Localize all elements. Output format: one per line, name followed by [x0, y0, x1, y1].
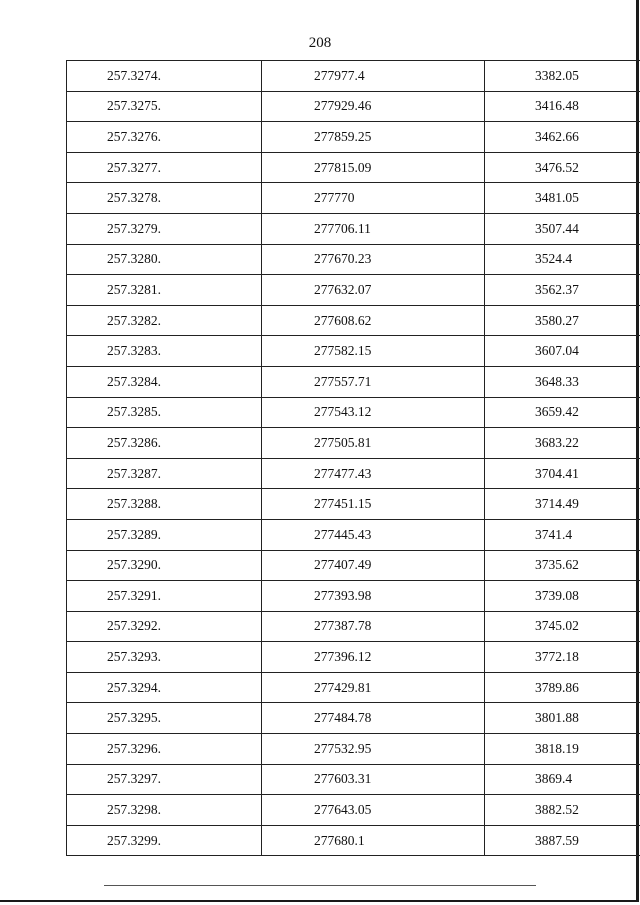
coordinates-table — [66, 60, 640, 856]
y-coordinate-cell: 3735.62 — [485, 550, 640, 581]
table-row — [67, 458, 640, 489]
coordinates-table-container — [66, 60, 579, 856]
table-row — [67, 336, 640, 367]
table-row — [67, 366, 640, 397]
y-coordinate-cell: 3683.22 — [485, 428, 640, 459]
table-row — [67, 489, 640, 520]
point-id-cell: 257.3293. — [67, 642, 262, 673]
y-coordinate-cell: 3714.49 — [485, 489, 640, 520]
point-id-cell: 257.3278. — [67, 183, 262, 214]
x-coordinate-cell: 277632.07 — [262, 275, 485, 306]
table-row — [67, 611, 640, 642]
x-coordinate-cell: 277815.09 — [262, 152, 485, 183]
y-coordinate-cell: 3789.86 — [485, 672, 640, 703]
x-coordinate-cell: 277393.98 — [262, 581, 485, 612]
point-id-cell: 257.3290. — [67, 550, 262, 581]
table-row — [67, 672, 640, 703]
y-coordinate-cell: 3801.88 — [485, 703, 640, 734]
y-coordinate-cell: 3476.52 — [485, 152, 640, 183]
y-coordinate-cell: 3704.41 — [485, 458, 640, 489]
point-id-cell: 257.3289. — [67, 519, 262, 550]
table-row — [67, 61, 640, 92]
y-coordinate-cell: 3481.05 — [485, 183, 640, 214]
y-coordinate-cell: 3507.44 — [485, 213, 640, 244]
y-coordinate-cell: 3887.59 — [485, 825, 640, 856]
x-coordinate-cell: 277557.71 — [262, 366, 485, 397]
x-coordinate-cell: 277770 — [262, 183, 485, 214]
y-coordinate-cell: 3882.52 — [485, 795, 640, 826]
table-row — [67, 642, 640, 673]
table-row — [67, 519, 640, 550]
point-id-cell: 257.3276. — [67, 122, 262, 153]
y-coordinate-cell: 3659.42 — [485, 397, 640, 428]
table-row — [67, 397, 640, 428]
point-id-cell: 257.3288. — [67, 489, 262, 520]
x-coordinate-cell: 277407.49 — [262, 550, 485, 581]
x-coordinate-cell: 277396.12 — [262, 642, 485, 673]
y-coordinate-cell: 3869.4 — [485, 764, 640, 795]
x-coordinate-cell: 277977.4 — [262, 61, 485, 92]
table-row — [67, 795, 640, 826]
x-coordinate-cell: 277532.95 — [262, 734, 485, 765]
x-coordinate-cell: 277603.31 — [262, 764, 485, 795]
point-id-cell: 257.3281. — [67, 275, 262, 306]
y-coordinate-cell: 3772.18 — [485, 642, 640, 673]
table-body — [67, 61, 640, 856]
table-row — [67, 275, 640, 306]
x-coordinate-cell: 277680.1 — [262, 825, 485, 856]
table-row — [67, 703, 640, 734]
x-coordinate-cell: 277608.62 — [262, 305, 485, 336]
x-coordinate-cell: 277859.25 — [262, 122, 485, 153]
table-row — [67, 550, 640, 581]
point-id-cell: 257.3295. — [67, 703, 262, 734]
x-coordinate-cell: 277484.78 — [262, 703, 485, 734]
table-row — [67, 734, 640, 765]
y-coordinate-cell: 3562.37 — [485, 275, 640, 306]
point-id-cell: 257.3274. — [67, 61, 262, 92]
table-row — [67, 581, 640, 612]
table-row — [67, 91, 640, 122]
point-id-cell: 257.3279. — [67, 213, 262, 244]
point-id-cell: 257.3284. — [67, 366, 262, 397]
y-coordinate-cell: 3382.05 — [485, 61, 640, 92]
point-id-cell: 257.3298. — [67, 795, 262, 826]
point-id-cell: 257.3286. — [67, 428, 262, 459]
y-coordinate-cell: 3739.08 — [485, 581, 640, 612]
y-coordinate-cell: 3745.02 — [485, 611, 640, 642]
y-coordinate-cell: 3818.19 — [485, 734, 640, 765]
point-id-cell: 257.3282. — [67, 305, 262, 336]
table-row — [67, 152, 640, 183]
y-coordinate-cell: 3524.4 — [485, 244, 640, 275]
y-coordinate-cell: 3462.66 — [485, 122, 640, 153]
point-id-cell: 257.3280. — [67, 244, 262, 275]
x-coordinate-cell: 277706.11 — [262, 213, 485, 244]
point-id-cell: 257.3292. — [67, 611, 262, 642]
x-coordinate-cell: 277670.23 — [262, 244, 485, 275]
point-id-cell: 257.3285. — [67, 397, 262, 428]
table-row — [67, 305, 640, 336]
y-coordinate-cell: 3580.27 — [485, 305, 640, 336]
table-row — [67, 213, 640, 244]
y-coordinate-cell: 3607.04 — [485, 336, 640, 367]
point-id-cell: 257.3299. — [67, 825, 262, 856]
point-id-cell: 257.3275. — [67, 91, 262, 122]
y-coordinate-cell: 3741.4 — [485, 519, 640, 550]
x-coordinate-cell: 277451.15 — [262, 489, 485, 520]
table-row — [67, 428, 640, 459]
y-coordinate-cell: 3648.33 — [485, 366, 640, 397]
x-coordinate-cell: 277929.46 — [262, 91, 485, 122]
point-id-cell: 257.3291. — [67, 581, 262, 612]
table-row — [67, 244, 640, 275]
x-coordinate-cell: 277643.05 — [262, 795, 485, 826]
x-coordinate-cell: 277505.81 — [262, 428, 485, 459]
point-id-cell: 257.3287. — [67, 458, 262, 489]
y-coordinate-cell: 3416.48 — [485, 91, 640, 122]
point-id-cell: 257.3296. — [67, 734, 262, 765]
table-row — [67, 183, 640, 214]
page-number: 208 — [308, 35, 332, 51]
point-id-cell: 257.3297. — [67, 764, 262, 795]
x-coordinate-cell: 277582.15 — [262, 336, 485, 367]
point-id-cell: 257.3277. — [67, 152, 262, 183]
table-row — [67, 764, 640, 795]
point-id-cell: 257.3283. — [67, 336, 262, 367]
point-id-cell: 257.3294. — [67, 672, 262, 703]
table-row — [67, 825, 640, 856]
x-coordinate-cell: 277445.43 — [262, 519, 485, 550]
x-coordinate-cell: 277543.12 — [262, 397, 485, 428]
table-row — [67, 122, 640, 153]
x-coordinate-cell: 277477.43 — [262, 458, 485, 489]
x-coordinate-cell: 277387.78 — [262, 611, 485, 642]
bottom-rule — [104, 885, 536, 886]
x-coordinate-cell: 277429.81 — [262, 672, 485, 703]
